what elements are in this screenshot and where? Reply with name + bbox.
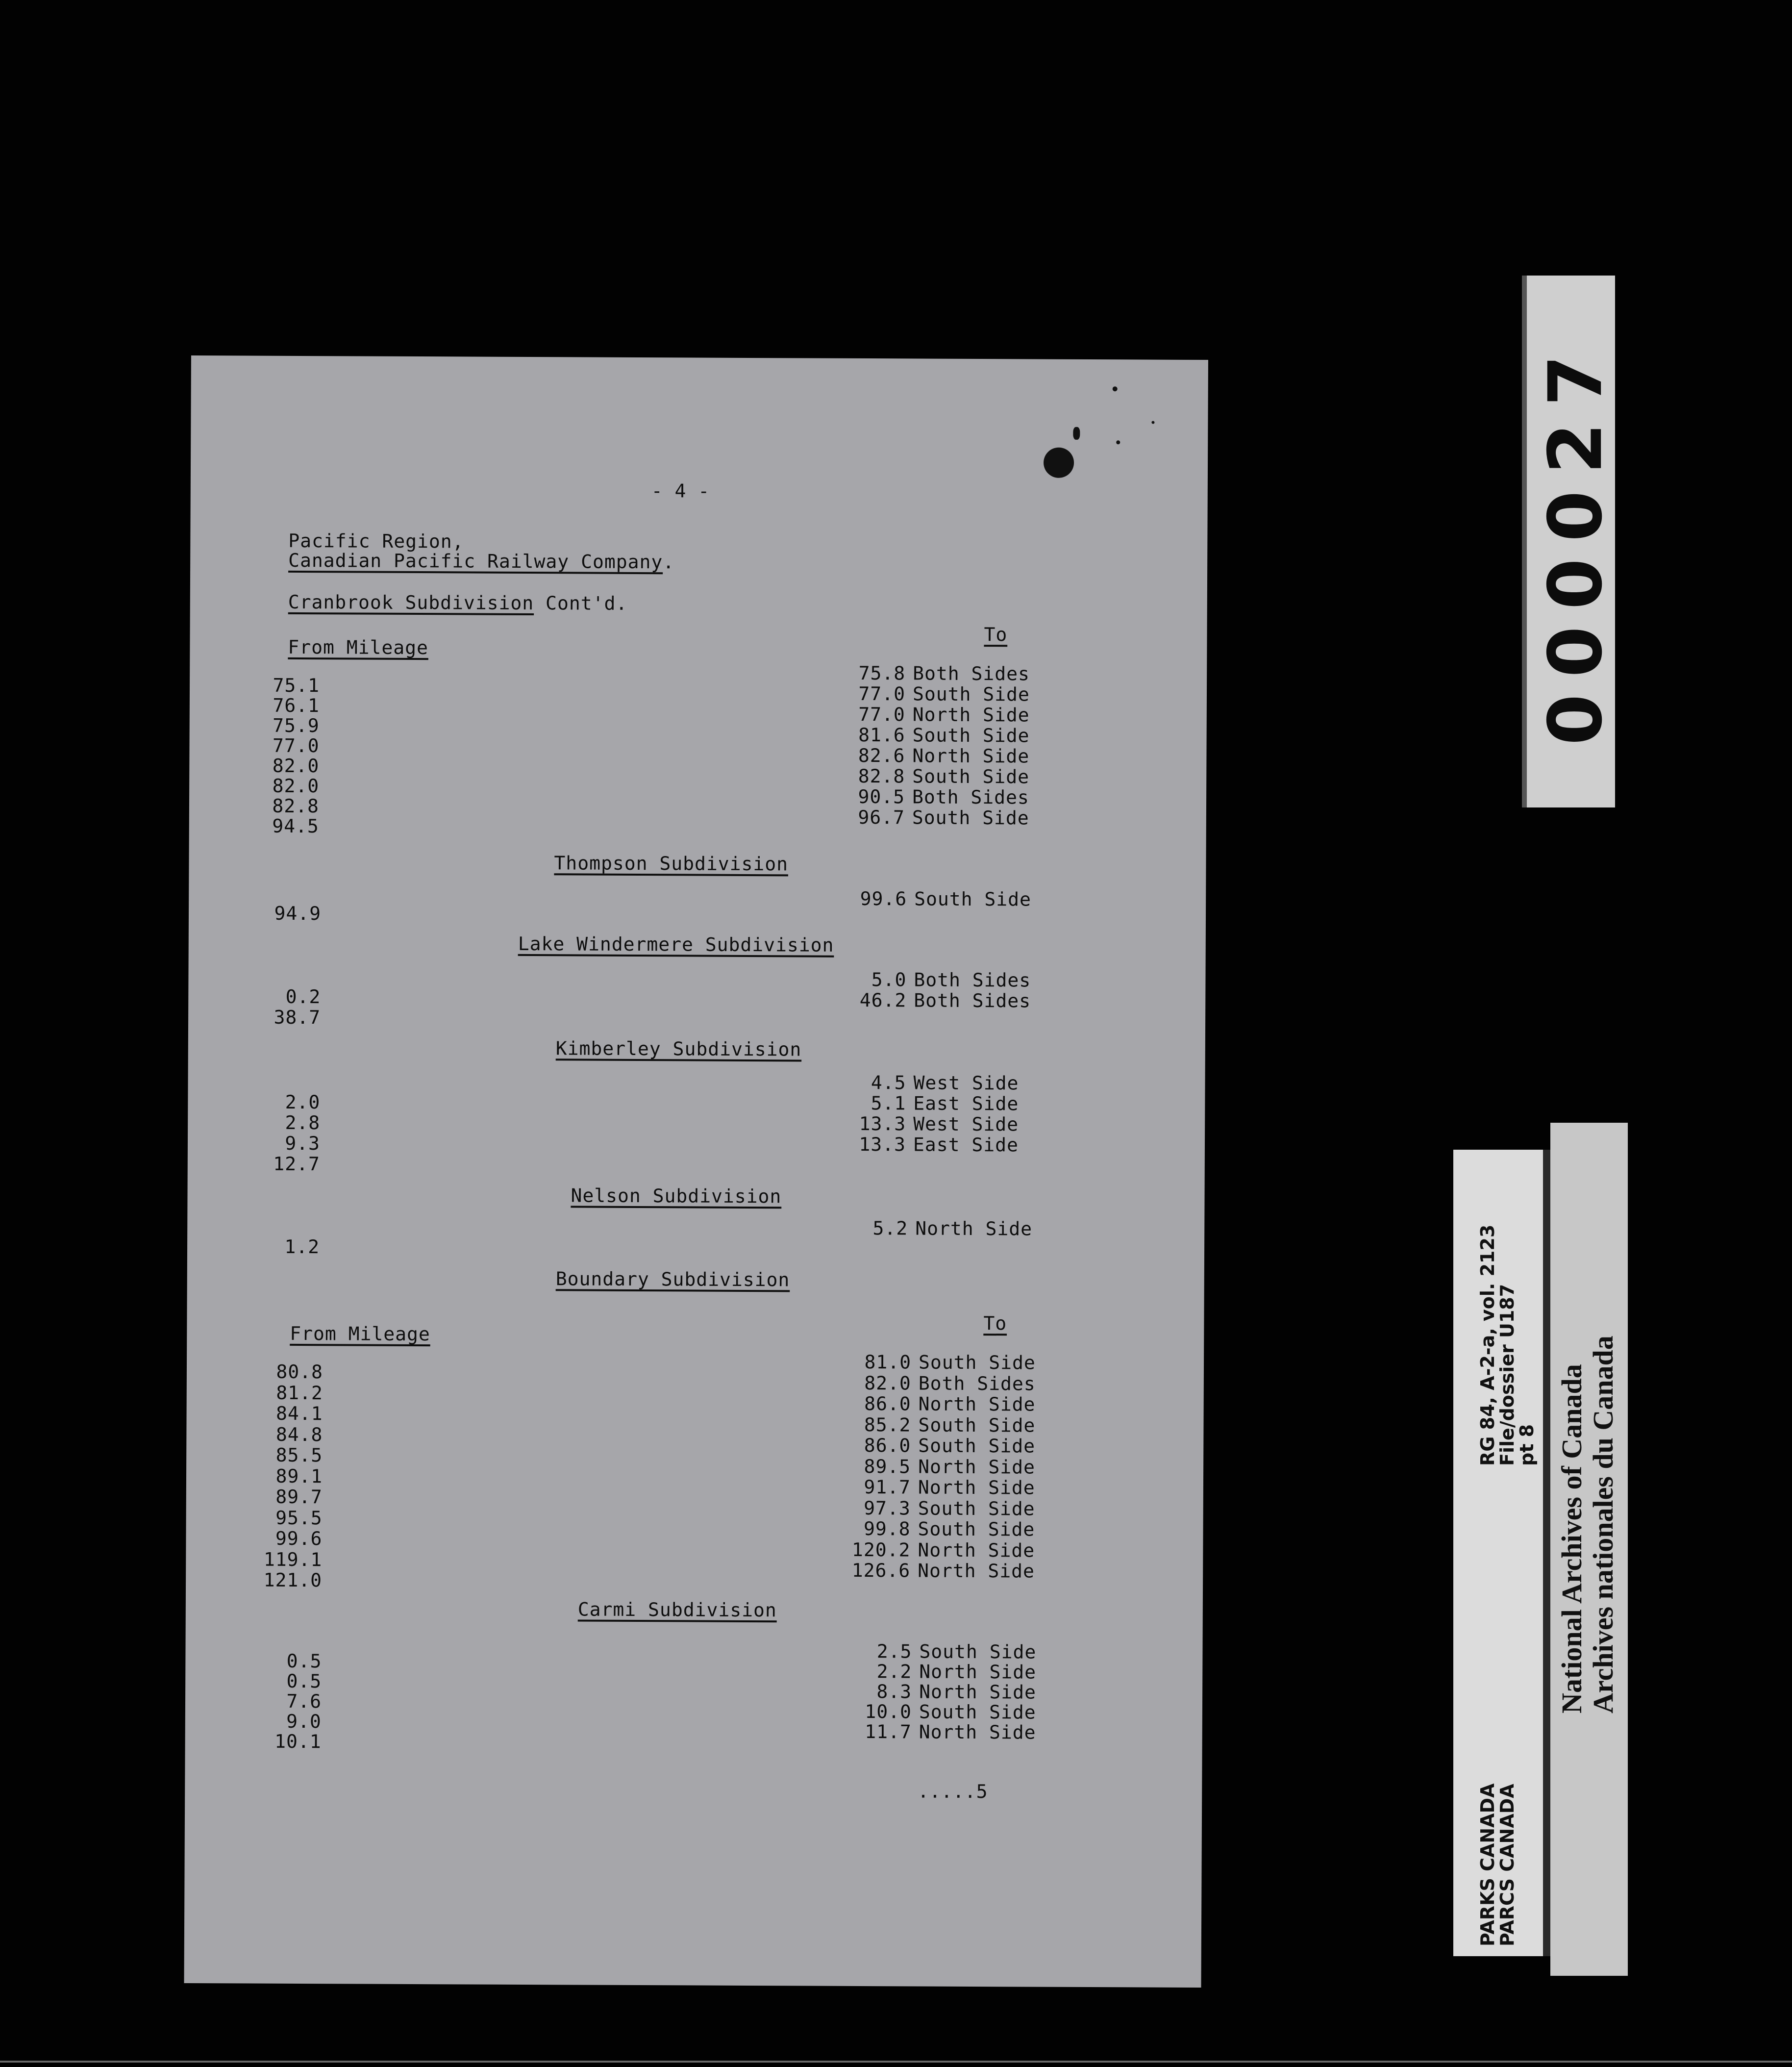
from-mileage: 0.5	[286, 1670, 322, 1692]
from-mileage: 12.7	[273, 1153, 320, 1175]
section-heading-kimberley: Kimberley Subdivision	[555, 1037, 802, 1060]
to-mileage: 85.2	[864, 1413, 911, 1436]
track-side: North Side	[919, 1721, 1036, 1743]
from-mileage: 80.8	[276, 1361, 324, 1383]
track-side: East Side	[913, 1092, 1019, 1115]
track-side: Both Sides	[912, 786, 1029, 808]
from-mileage: 2.8	[285, 1111, 321, 1134]
track-side: South Side	[918, 1351, 1036, 1374]
to-mileage: 2.5	[876, 1640, 912, 1663]
ink-speck	[1073, 427, 1080, 440]
archive-label-institution	[1550, 1123, 1628, 1976]
column-header-to: To	[984, 624, 1008, 646]
from-mileage: 2.0	[285, 1091, 321, 1113]
to-mileage: 89.5	[864, 1455, 911, 1477]
from-mileage: 77.0	[272, 734, 320, 757]
track-side: South Side	[919, 1640, 1037, 1663]
from-mileage: 82.8	[272, 795, 320, 817]
page-number: - 4 -	[651, 480, 710, 502]
from-mileage: 89.7	[275, 1486, 323, 1508]
to-mileage: 4.5	[871, 1072, 906, 1094]
to-mileage: 97.3	[864, 1497, 911, 1519]
from-mileage: 81.2	[276, 1382, 323, 1404]
ink-speck	[1151, 421, 1154, 424]
to-mileage: 13.3	[859, 1112, 906, 1135]
from-mileage: 84.1	[275, 1402, 323, 1425]
from-mileage: 0.5	[286, 1650, 322, 1672]
label-divider	[1543, 1150, 1550, 1956]
ink-speck	[1116, 440, 1120, 444]
from-mileage: 10.1	[274, 1730, 322, 1753]
to-mileage: 5.1	[871, 1092, 906, 1114]
from-mileage: 7.6	[286, 1690, 322, 1713]
from-mileage: 121.0	[263, 1569, 323, 1591]
track-side: North Side	[918, 1393, 1036, 1415]
to-mileage: 5.2	[872, 1217, 908, 1239]
track-side: South Side	[912, 807, 1029, 829]
institution-name: National Archives of Canada Archives nationales du Canada	[1556, 1336, 1619, 1714]
address-line-2: Canadian Pacific Railway Company.	[288, 549, 675, 573]
from-mileage: 38.7	[274, 1006, 321, 1029]
to-mileage: 8.3	[876, 1681, 912, 1703]
track-side: North Side	[912, 704, 1030, 726]
from-mileage: 119.1	[263, 1548, 323, 1570]
from-mileage: 95.5	[275, 1507, 323, 1529]
section-heading-carmi: Carmi Subdivision	[577, 1598, 777, 1621]
section-heading-boundary: Boundary Subdivision	[555, 1268, 790, 1291]
from-mileage: 9.0	[286, 1710, 322, 1733]
to-mileage: 82.0	[864, 1372, 911, 1394]
from-mileage: 0.2	[285, 985, 321, 1008]
reference-text: RG 84, A-2-a, vol. 2123 File/dossier U187 pt 8	[1477, 1224, 1538, 1466]
track-side: North Side	[918, 1560, 1035, 1582]
track-side: South Side	[912, 765, 1030, 788]
frame-number: 000027	[1533, 338, 1619, 746]
address-line-1: Pacific Region,	[288, 529, 464, 553]
archive-label-reference	[1453, 1150, 1543, 1956]
track-side: South Side	[918, 1518, 1035, 1540]
ink-blot	[1044, 448, 1074, 478]
to-mileage: 81.0	[864, 1351, 912, 1373]
to-mileage: 2.2	[876, 1661, 912, 1683]
from-mileage: 76.1	[273, 694, 320, 717]
to-mileage: 90.5	[858, 785, 905, 808]
track-side: Both Sides	[914, 969, 1031, 991]
to-mileage: 10.0	[865, 1701, 912, 1723]
track-side: North Side	[912, 745, 1030, 767]
section-heading-nelson: Nelson Subdivision	[571, 1185, 782, 1208]
track-side: South Side	[914, 888, 1032, 910]
company-name: Canadian Pacific Railway Company	[288, 549, 663, 573]
frame-edge-line	[0, 2061, 1792, 2063]
track-side: North Side	[919, 1661, 1037, 1683]
track-side: South Side	[919, 1701, 1036, 1723]
track-side: North Side	[915, 1217, 1033, 1240]
track-side: Both Sides	[914, 989, 1031, 1012]
track-side: North Side	[918, 1455, 1036, 1478]
agency-text: PARKS CANADA PARCS CANADA	[1477, 1783, 1518, 1946]
from-mileage: 75.1	[273, 674, 320, 697]
to-mileage: 86.0	[864, 1435, 911, 1457]
to-mileage: 77.0	[858, 682, 906, 705]
to-mileage: 99.6	[860, 887, 907, 910]
track-side: Both Sides	[913, 662, 1030, 685]
to-mileage: 86.0	[864, 1393, 911, 1415]
track-side: South Side	[912, 724, 1030, 747]
to-mileage: 11.7	[865, 1721, 912, 1743]
document-page	[184, 355, 1208, 1988]
to-mileage: 82.6	[858, 744, 905, 767]
track-side: West Side	[913, 1113, 1019, 1135]
to-mileage: 96.7	[858, 806, 905, 829]
from-mileage: 99.6	[275, 1527, 323, 1550]
track-side: North Side	[918, 1538, 1035, 1562]
track-side: North Side	[918, 1476, 1035, 1499]
track-side: West Side	[913, 1072, 1019, 1094]
track-side: Both Sides	[918, 1372, 1036, 1395]
track-side: North Side	[919, 1681, 1036, 1703]
from-mileage: 82.0	[272, 775, 320, 797]
column-header-from-boundary: From Mileage	[290, 1322, 430, 1345]
from-mileage: 84.8	[275, 1423, 323, 1445]
track-side: East Side	[913, 1134, 1019, 1156]
from-mileage: 85.5	[275, 1444, 323, 1466]
from-mileage: 94.5	[272, 815, 319, 837]
to-mileage: 75.8	[858, 662, 906, 684]
continuation-marker: .....5	[918, 1780, 988, 1803]
track-side: South Side	[918, 1435, 1036, 1457]
to-mileage: 77.0	[858, 703, 905, 726]
to-mileage: 120.2	[851, 1538, 911, 1561]
to-mileage: 82.8	[858, 765, 905, 787]
ink-speck	[1113, 386, 1118, 391]
from-mileage: 9.3	[285, 1132, 321, 1155]
to-mileage: 81.6	[858, 724, 905, 746]
track-side: South Side	[912, 683, 1030, 706]
from-mileage: 94.9	[274, 902, 322, 925]
track-side: South Side	[918, 1413, 1036, 1437]
column-header-from: From Mileage	[288, 636, 429, 659]
section-heading-thompson: Thompson Subdivision	[554, 852, 789, 875]
to-mileage: 5.0	[871, 969, 907, 991]
from-mileage: 82.0	[272, 755, 320, 777]
to-mileage: 126.6	[851, 1559, 911, 1582]
from-mileage: 1.2	[284, 1235, 320, 1258]
track-side: South Side	[918, 1497, 1035, 1520]
section-heading-windermere: Lake Windermere Subdivision	[518, 933, 834, 956]
column-header-to-boundary: To	[983, 1312, 1007, 1335]
to-mileage: 99.8	[863, 1518, 911, 1540]
from-mileage: 89.1	[275, 1465, 323, 1487]
from-mileage: 75.9	[273, 714, 320, 737]
to-mileage: 46.2	[859, 989, 907, 1011]
to-mileage: 13.3	[859, 1133, 906, 1156]
section-heading-cranbrook: Cranbrook Subdivision Cont'd.	[288, 591, 628, 614]
to-mileage: 91.7	[864, 1476, 911, 1498]
